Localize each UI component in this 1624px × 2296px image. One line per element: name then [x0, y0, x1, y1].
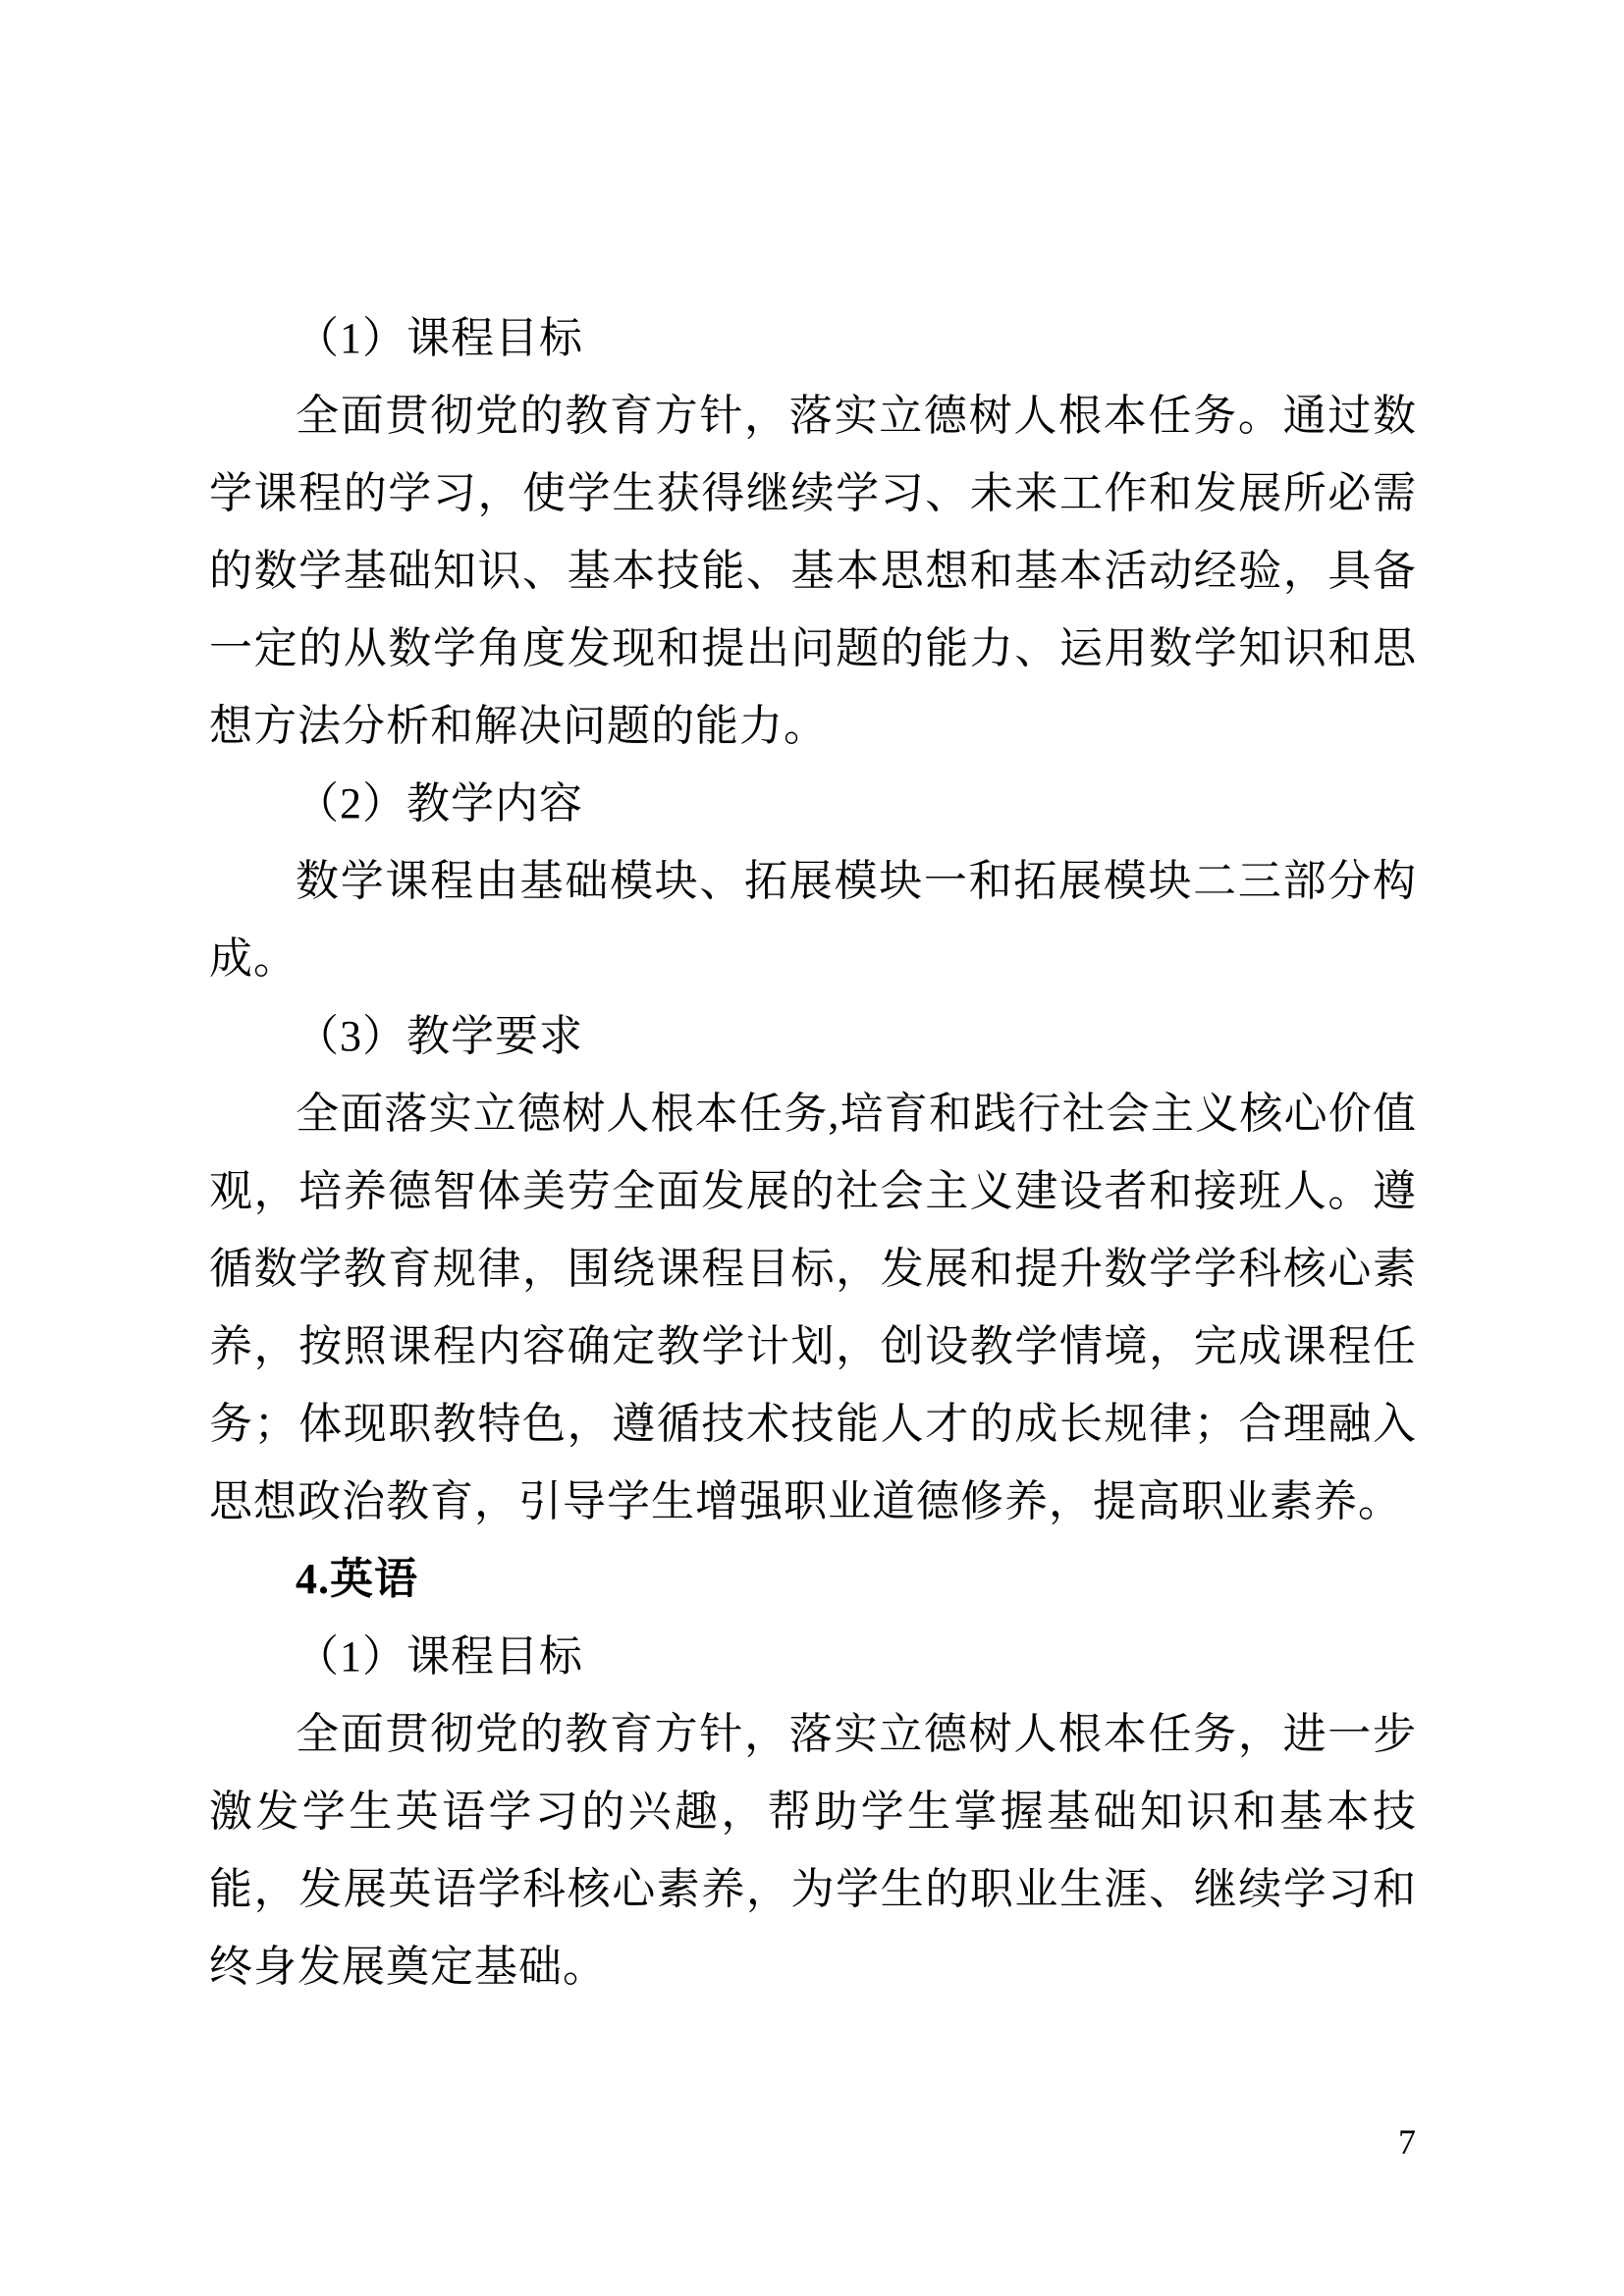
body-paragraph: 全面落实立德树人根本任务,培育和践行社会主义核心价值观，培养德智体美劳全面发展的社会主义建设者和接班人。遵循数学教育规律，围绕课程目标，发展和提升数学学科核心素养，按照课程内容确定教学计划，创设教学情境，完成课程任务；体现职教特色，遵循技术技能人才的成长规律；合理融入思想政治教育，引导学生增强职业道德修养，提高职业素养。 [209, 1090, 1417, 1525]
document-body [209, 299, 1417, 2005]
body-paragraph: 全面贯彻党的教育方针，落实立德树人根本任务。通过数学课程的学习，使学生获得继续学习、未来工作和发展所必需的数学基础知识、基本技能、基本思想和基本活动经验，具备一定的从数学角度发现和提出问题的能力、运用数学知识和思想方法分析和解决问题的能力。 [209, 392, 1417, 750]
numbered-heading: 4.英语 [296, 1555, 418, 1603]
section-heading: （1）课程目标 [296, 314, 583, 362]
body-paragraph: 全面贯彻党的教育方针，落实立德树人根本任务，进一步激发学生英语学习的兴趣，帮助学生掌握基础知识和基本技能，发展英语学科核心素养，为学生的职业生涯、继续学习和终身发展奠定基础。 [209, 1710, 1417, 1991]
section-heading: （3）教学要求 [296, 1012, 583, 1060]
page-number: 7 [1398, 2122, 1416, 2162]
section-heading: （1）课程目标 [296, 1632, 583, 1681]
section-heading: （2）教学内容 [296, 779, 583, 828]
body-paragraph: 数学课程由基础模块、拓展模块一和拓展模块二三部分构成。 [209, 857, 1417, 983]
